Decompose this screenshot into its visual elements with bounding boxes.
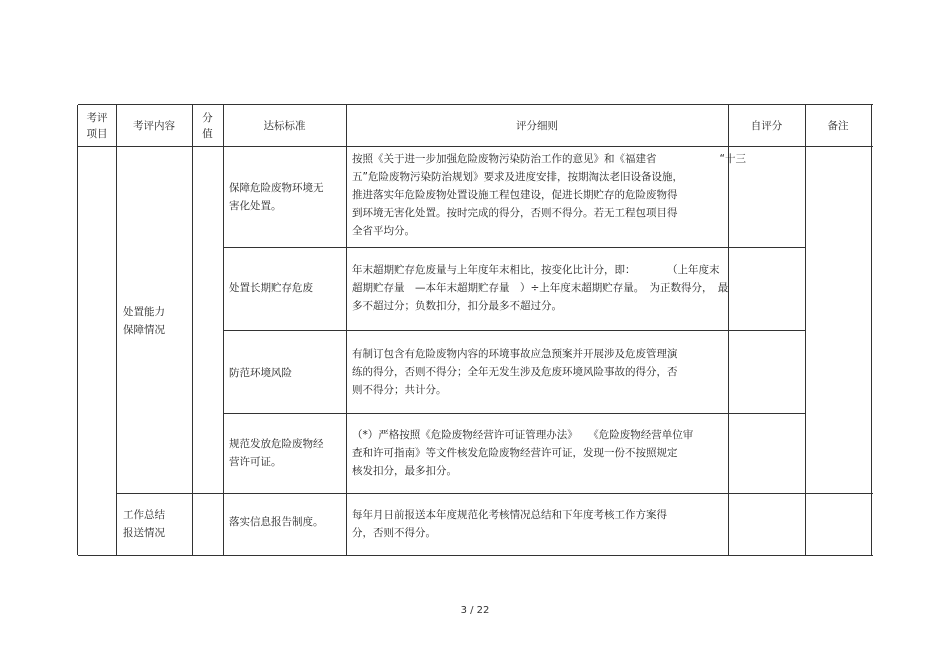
header-divider — [78, 146, 873, 147]
header-self-score: 自评分 — [750, 119, 783, 132]
table-border-left — [77, 105, 78, 555]
rule-cell: 每年月日前报送本年度规范化考核情况总结和下年度考核工作方案得 分，否则不得分。 — [352, 509, 667, 539]
standard-cell: 规范发放危险废物经 营许可证。 — [229, 438, 324, 468]
header-notes: 备注 — [827, 119, 849, 132]
assessment-table — [78, 104, 873, 556]
section-divider — [116, 493, 873, 494]
section-summary-label: 工作总结 报送情况 — [123, 509, 165, 539]
header-score: 分 值 — [202, 111, 213, 140]
header-item: 考评 项目 — [86, 111, 108, 140]
header-rules: 评分细则 — [516, 119, 558, 132]
standard-cell: 防范环境风险 — [229, 367, 292, 379]
standard-cell: 保障危险废物环境无 害化处置。 — [229, 182, 324, 212]
column-divider — [805, 105, 806, 555]
rule-cell: （*）严格按照《危险废物经营许可证管理办法》 《危险废物经营单位审 查和许可指南》等文件核发危险废物经营许可证，发现一份不按照规定 核发扣分，最多扣分。 — [352, 429, 694, 477]
row-divider — [223, 413, 805, 414]
row-divider — [223, 247, 805, 248]
column-divider — [116, 105, 117, 555]
header-content: 考评内容 — [133, 119, 175, 132]
section-disposal-label: 处置能力 保障情况 — [123, 306, 165, 336]
standard-cell: 落实信息报告制度。 — [229, 516, 324, 528]
row-divider — [223, 330, 805, 331]
standard-cell: 处置长期贮存危废 — [229, 282, 313, 294]
rule-cell: 有制订包含有危险废物内容的环境事故应急预案并开展涉及危废管理演 练的得分，否则不得分；全年无发生涉及危废环境风险事故的得分，否 则不得分；共计分。 — [352, 348, 678, 396]
column-divider — [192, 105, 193, 555]
rule-cell: 按照《关于进一步加强危险废物污染防治工作的意见》和《福建省 “十三 五”危险废物污染防治规划》要求及进度安排，按期淘汰老旧设备设施， 推进落实年危险废物处置设施工程包建设，促进长期贮存的危险废物得 到环境无害化处置。按时完成的得分，否则不得分。若无工程包项目得 全省平均分。 — [352, 153, 746, 237]
page-number: 3 / 22 — [460, 605, 490, 616]
header-standard: 达标标准 — [263, 119, 306, 132]
rule-cell: 年末超期贮存危废量与上年度年末相比，按变化比计分，即： （上年度末 超期贮存量 —本年末超期贮存量 ）÷上年度末超期贮存量。 为正数得分， 最 多不超过分；负数扣分，扣分最多不超过分。 — [352, 264, 729, 312]
table-border-right — [871, 105, 872, 555]
